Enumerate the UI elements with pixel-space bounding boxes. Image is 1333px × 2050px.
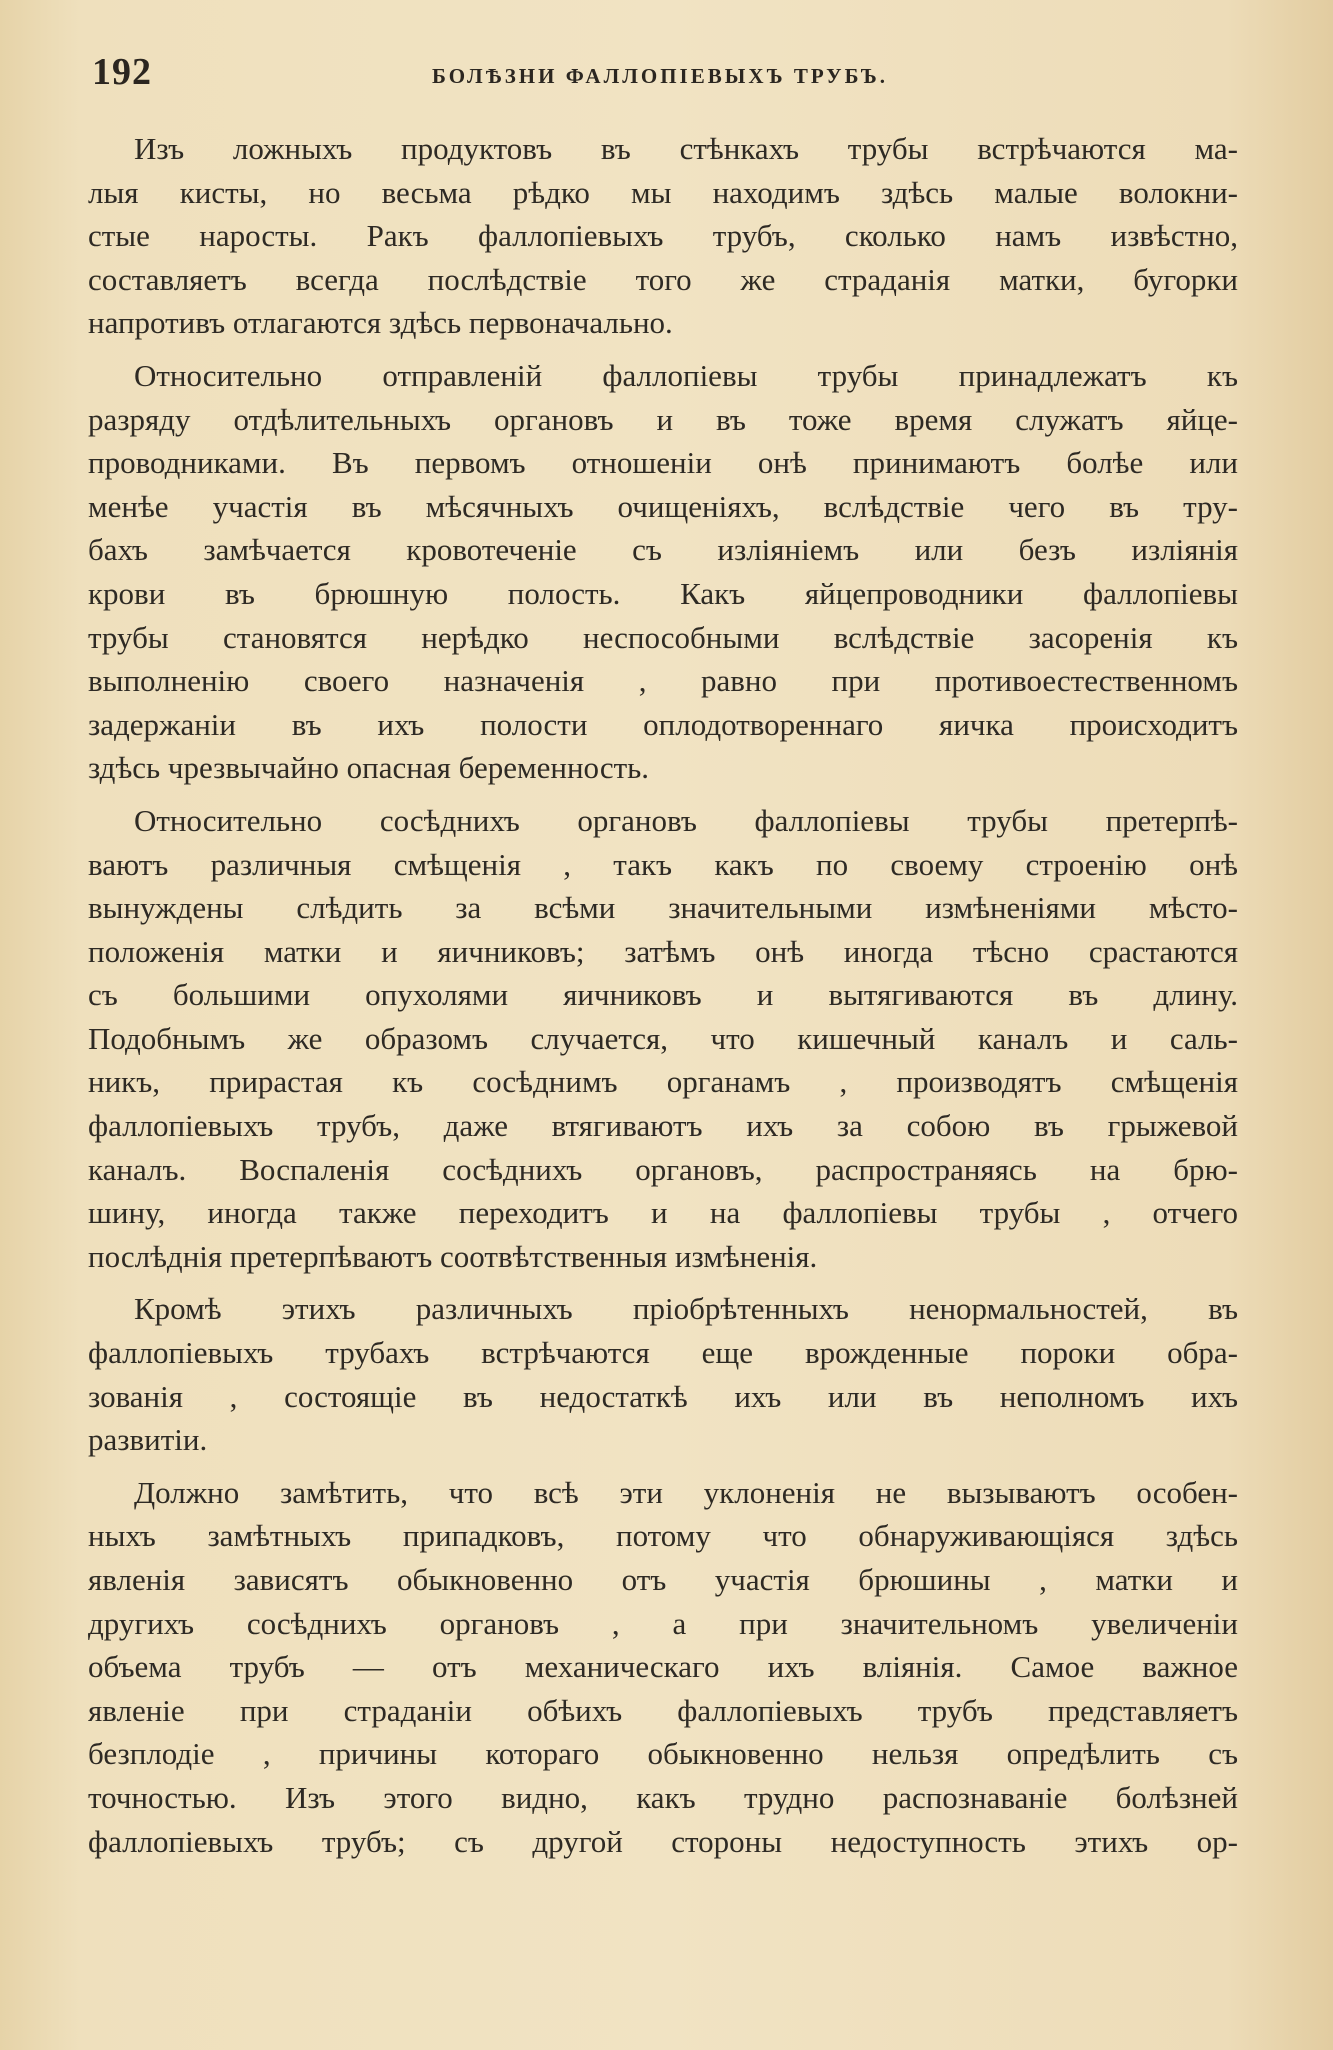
paragraph bbox=[88, 127, 1238, 345]
text-line: фаллопіевыхъ трубахъ встрѣчаются еще врожденные пороки обра- bbox=[88, 1335, 1238, 1371]
text-line: вынуждены слѣдить за всѣми значительными измѣненіями мѣсто- bbox=[88, 890, 1238, 926]
text-line: проводниками. Въ первомъ отношеніи онѣ принимаютъ болѣе или bbox=[88, 445, 1238, 481]
text-line: крови въ брюшную полость. Какъ яйцепроводники фаллопіевы bbox=[88, 575, 1238, 611]
text-line: напротивъ отлагаются здѣсь первоначально. bbox=[88, 305, 673, 341]
text-line: явленіе при страданіи обѣихъ фаллопіевыхъ трубъ представляетъ bbox=[88, 1692, 1238, 1728]
text-line: съ большими опухолями яичниковъ и вытягиваются въ длину. bbox=[88, 977, 1238, 1013]
text-line: никъ, прирастая къ сосѣднимъ органамъ , производятъ смѣщенія bbox=[88, 1064, 1238, 1100]
text-line: точностью. Изъ этого видно, какъ трудно распознаваніе болѣзней bbox=[88, 1779, 1238, 1815]
text-line: фаллопіевыхъ трубъ; съ другой стороны недоступность этихъ ор- bbox=[88, 1823, 1238, 1859]
text-line: положенія матки и яичниковъ; затѣмъ онѣ иногда тѣсно срастаются bbox=[88, 933, 1238, 969]
text-line: ваютъ различныя смѣщенія , такъ какъ по своему строенію онѣ bbox=[88, 846, 1238, 882]
paragraph bbox=[88, 354, 1238, 790]
text-line: разряду отдѣлительныхъ органовъ и въ тоже время служатъ яйце- bbox=[88, 401, 1238, 437]
paragraph bbox=[88, 799, 1238, 1279]
text-line: объема трубъ — отъ механическаго ихъ вліянія. Самое важное bbox=[88, 1649, 1238, 1685]
paragraph bbox=[88, 1287, 1238, 1461]
text-line: послѣднія претерпѣваютъ соотвѣтственныя измѣненія. bbox=[88, 1238, 818, 1274]
text-line: развитіи. bbox=[88, 1422, 208, 1458]
text-line: выполненію своего назначенія , равно при противоестественномъ bbox=[88, 663, 1238, 699]
text-line: лыя кисты, но весьма рѣдко мы находимъ здѣсь малые волокни- bbox=[88, 174, 1238, 210]
text-line: зованія , состоящіе въ недостаткѣ ихъ или въ неполномъ ихъ bbox=[88, 1378, 1238, 1414]
text-line: безплодіе , причины котораго обыкновенно нельзя опредѣлить съ bbox=[88, 1736, 1238, 1772]
text-line: явленія зависятъ обыкновенно отъ участія брюшины , матки и bbox=[88, 1562, 1238, 1597]
text-line: стые наросты. Ракъ фаллопіевыхъ трубъ, сколько намъ извѣстно, bbox=[88, 218, 1238, 254]
text-line: Кромѣ этихъ различныхъ пріобрѣтенныхъ ненормальностей, въ bbox=[134, 1291, 1238, 1327]
page-header bbox=[92, 50, 1242, 100]
text-line: трубы становятся нерѣдко неспособными вслѣдствіе засоренія къ bbox=[88, 619, 1238, 655]
text-line: каналъ. Воспаленія сосѣднихъ органовъ, распространяясь на брю- bbox=[88, 1151, 1238, 1187]
text-line: составляетъ всегда послѣдствіе того же страданія матки, бугорки bbox=[88, 261, 1238, 297]
body-text bbox=[88, 127, 1238, 1872]
text-line: здѣсь чрезвычайно опасная беременность. bbox=[88, 750, 650, 786]
page-number: 192 bbox=[92, 51, 152, 93]
text-line: Подобнымъ же образомъ случается, что кишечный каналъ и саль- bbox=[88, 1020, 1238, 1056]
text-line: Изъ ложныхъ продуктовъ въ стѣнкахъ трубы встрѣчаются ма- bbox=[134, 131, 1238, 166]
paragraph bbox=[88, 1471, 1238, 1863]
text-line: задержаніи въ ихъ полости оплодотвореннаго яичка происходитъ bbox=[88, 706, 1238, 742]
text-line: Относительно сосѣднихъ органовъ фаллопіевы трубы претерпѣ- bbox=[134, 802, 1238, 838]
text-line: менѣе участія въ мѣсячныхъ очищеніяхъ, вслѣдствіе чего въ тру- bbox=[88, 488, 1238, 524]
text-line: бахъ замѣчается кровотеченіе съ изліяніемъ или безъ изліянія bbox=[88, 532, 1238, 568]
text-line: Относительно отправленій фаллопіевы трубы принадлежатъ къ bbox=[134, 357, 1238, 393]
text-line: ныхъ замѣтныхъ припадковъ, потому что обнаруживающіяся здѣсь bbox=[88, 1518, 1238, 1554]
text-line: фаллопіевыхъ трубъ, даже втягиваютъ ихъ за собою въ грыжевой bbox=[88, 1108, 1238, 1144]
running-head: БОЛѢЗНИ ФАЛЛОПІЕВЫХЪ ТРУБЪ. bbox=[432, 64, 888, 88]
text-line: Должно замѣтить, что всѣ эти уклоненія не вызываютъ особен- bbox=[134, 1474, 1238, 1510]
text-line: шину, иногда также переходитъ и на фаллопіевы трубы , отчего bbox=[88, 1195, 1238, 1231]
text-line: другихъ сосѣднихъ органовъ , а при значительномъ увеличеніи bbox=[88, 1605, 1238, 1641]
